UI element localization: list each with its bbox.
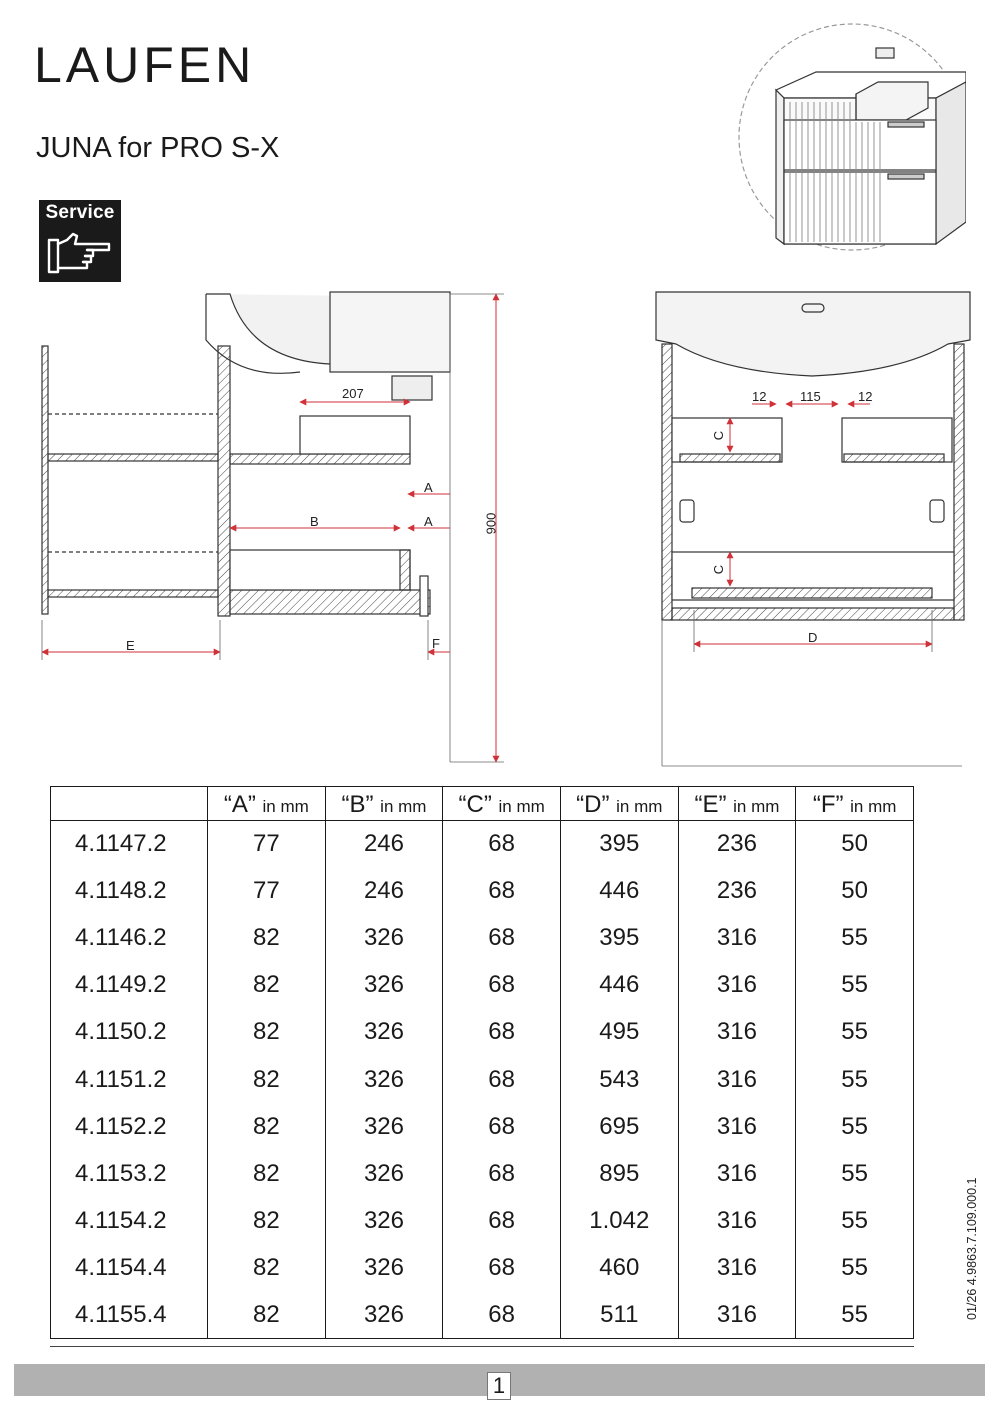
dimension-cell: 55 bbox=[796, 1244, 914, 1291]
footer-divider bbox=[50, 1346, 914, 1347]
dimension-cell: 68 bbox=[443, 1197, 561, 1244]
dimension-cell: 77 bbox=[208, 868, 326, 915]
dimension-cell: 316 bbox=[678, 1009, 796, 1056]
article-number-cell: 4.1149.2 bbox=[51, 962, 208, 1009]
dimension-cell: 326 bbox=[325, 1244, 443, 1291]
dimension-cell: 326 bbox=[325, 1291, 443, 1338]
dimension-cell: 68 bbox=[443, 1291, 561, 1338]
dimension-cell: 236 bbox=[678, 821, 796, 868]
dimension-cell: 82 bbox=[208, 915, 326, 962]
table-row bbox=[51, 962, 914, 1009]
dimension-cell: 55 bbox=[796, 1103, 914, 1150]
dim-label-e: E bbox=[126, 638, 135, 653]
page-number: 1 bbox=[487, 1372, 511, 1400]
dim-label-a: A bbox=[424, 514, 433, 529]
dimension-cell: 55 bbox=[796, 1009, 914, 1056]
dimension-cell: 55 bbox=[796, 1150, 914, 1197]
article-number-cell: 4.1153.2 bbox=[51, 1150, 208, 1197]
article-number-cell: 4.1154.4 bbox=[51, 1244, 208, 1291]
dim-label-c: C bbox=[711, 430, 727, 441]
header-unit: in mm bbox=[733, 796, 780, 816]
dimension-cell: 316 bbox=[678, 1197, 796, 1244]
header-cell bbox=[560, 787, 678, 821]
dimension-cell: 55 bbox=[796, 1291, 914, 1338]
header-unit: in mm bbox=[616, 796, 663, 816]
dimension-cell: 511 bbox=[560, 1291, 678, 1338]
dim-label-12-left: 12 bbox=[752, 389, 767, 404]
table-row bbox=[51, 868, 914, 915]
dimension-cell: 236 bbox=[678, 868, 796, 915]
table-row bbox=[51, 1197, 914, 1244]
dimension-cell: 446 bbox=[560, 962, 678, 1009]
dimension-cell: 82 bbox=[208, 1103, 326, 1150]
dimension-cell: 68 bbox=[443, 1056, 561, 1103]
side-section-view bbox=[42, 292, 450, 616]
dimension-cell: 316 bbox=[678, 915, 796, 962]
header-letter: “A” bbox=[223, 790, 256, 818]
dim-label-207: 207 bbox=[342, 386, 364, 401]
table-header-row bbox=[51, 787, 914, 821]
product-title: JUNA for PRO S-X bbox=[36, 132, 280, 164]
dimension-cell: 82 bbox=[208, 1244, 326, 1291]
dimension-cell: 68 bbox=[443, 868, 561, 915]
dimension-cell: 895 bbox=[560, 1150, 678, 1197]
dimension-cell: 316 bbox=[678, 1244, 796, 1291]
header-letter: “F” bbox=[812, 790, 844, 818]
dimension-cell: 82 bbox=[208, 1197, 326, 1244]
header-cell bbox=[325, 787, 443, 821]
dimension-cell: 326 bbox=[325, 1056, 443, 1103]
dimension-cell: 68 bbox=[443, 1009, 561, 1056]
document-code: 01/26 4.9863.7.109.000.1 bbox=[965, 1177, 979, 1320]
dimension-cell: 395 bbox=[560, 821, 678, 868]
dimension-cell: 316 bbox=[678, 1056, 796, 1103]
header-cell bbox=[796, 787, 914, 821]
dimension-cell: 68 bbox=[443, 1244, 561, 1291]
dimension-cell: 68 bbox=[443, 821, 561, 868]
table-row bbox=[51, 1056, 914, 1103]
dimension-cell: 326 bbox=[325, 962, 443, 1009]
dim-label-12-right: 12 bbox=[858, 389, 873, 404]
header-unit: in mm bbox=[850, 796, 897, 816]
dimension-cell: 246 bbox=[325, 821, 443, 868]
article-number-cell: 4.1152.2 bbox=[51, 1103, 208, 1150]
dimension-cell: 50 bbox=[796, 821, 914, 868]
dim-label-900: 900 bbox=[483, 512, 499, 535]
header-unit: in mm bbox=[380, 796, 427, 816]
header-letter: “B” bbox=[341, 790, 374, 818]
table-row bbox=[51, 915, 914, 962]
header-letter: “C” bbox=[458, 790, 492, 818]
dimension-cell: 55 bbox=[796, 962, 914, 1009]
dimension-cell: 326 bbox=[325, 1009, 443, 1056]
service-label: Service bbox=[45, 202, 115, 223]
dimension-cell: 316 bbox=[678, 1291, 796, 1338]
dimension-cell: 82 bbox=[208, 1009, 326, 1056]
dimension-cell: 82 bbox=[208, 1291, 326, 1338]
dimension-cell: 326 bbox=[325, 915, 443, 962]
dimension-cell: 55 bbox=[796, 1197, 914, 1244]
dimensions-table bbox=[50, 786, 914, 1339]
header-letter: “E” bbox=[694, 790, 727, 818]
dimension-cell: 316 bbox=[678, 962, 796, 1009]
header-letter: “D” bbox=[576, 790, 610, 818]
dimension-cell: 77 bbox=[208, 821, 326, 868]
dim-label-a: A bbox=[424, 480, 433, 495]
dimension-cell: 316 bbox=[678, 1150, 796, 1197]
dimension-cell: 82 bbox=[208, 962, 326, 1009]
dimension-cell: 50 bbox=[796, 868, 914, 915]
dim-label-f: F bbox=[432, 636, 440, 651]
dimension-cell: 1.042 bbox=[560, 1197, 678, 1244]
article-number-cell: 4.1150.2 bbox=[51, 1009, 208, 1056]
article-number-cell: 4.1154.2 bbox=[51, 1197, 208, 1244]
dimension-cell: 460 bbox=[560, 1244, 678, 1291]
dim-label-b: B bbox=[310, 514, 319, 529]
dimension-cell: 446 bbox=[560, 868, 678, 915]
dimension-cell: 246 bbox=[325, 868, 443, 915]
dimension-cell: 543 bbox=[560, 1056, 678, 1103]
header-cell bbox=[678, 787, 796, 821]
dimension-cell: 55 bbox=[796, 915, 914, 962]
header-unit: in mm bbox=[498, 796, 545, 816]
dimension-cell: 326 bbox=[325, 1197, 443, 1244]
dimension-cell: 82 bbox=[208, 1056, 326, 1103]
dimension-cell: 68 bbox=[443, 915, 561, 962]
dimension-cell: 68 bbox=[443, 1150, 561, 1197]
dim-label-c: C bbox=[711, 564, 727, 575]
table-row bbox=[51, 1150, 914, 1197]
dimension-cell: 326 bbox=[325, 1103, 443, 1150]
header-cell-article bbox=[51, 787, 208, 821]
dimension-cell: 82 bbox=[208, 1150, 326, 1197]
article-number-cell: 4.1147.2 bbox=[51, 821, 208, 868]
article-number-cell: 4.1146.2 bbox=[51, 915, 208, 962]
dim-label-115: 115 bbox=[800, 389, 821, 404]
dimension-cell: 316 bbox=[678, 1103, 796, 1150]
dimension-cell: 68 bbox=[443, 1103, 561, 1150]
article-number-cell: 4.1155.4 bbox=[51, 1291, 208, 1338]
dimension-cell: 695 bbox=[560, 1103, 678, 1150]
header-cell bbox=[208, 787, 326, 821]
table-row bbox=[51, 1103, 914, 1150]
table-row bbox=[51, 1291, 914, 1338]
table-body bbox=[51, 821, 914, 1339]
article-number-cell: 4.1151.2 bbox=[51, 1056, 208, 1103]
dimension-cell: 326 bbox=[325, 1150, 443, 1197]
front-section-view bbox=[656, 292, 970, 620]
table-row bbox=[51, 821, 914, 868]
dimension-cell: 55 bbox=[796, 1056, 914, 1103]
header-cell bbox=[443, 787, 561, 821]
dim-label-d: D bbox=[808, 630, 818, 645]
table-row bbox=[51, 1009, 914, 1056]
article-number-cell: 4.1148.2 bbox=[51, 868, 208, 915]
dimension-cell: 395 bbox=[560, 915, 678, 962]
dimension-cell: 68 bbox=[443, 962, 561, 1009]
brand-name: LAUFEN bbox=[34, 37, 256, 93]
table-row bbox=[51, 1244, 914, 1291]
dimension-cell: 495 bbox=[560, 1009, 678, 1056]
header-unit: in mm bbox=[262, 796, 309, 816]
